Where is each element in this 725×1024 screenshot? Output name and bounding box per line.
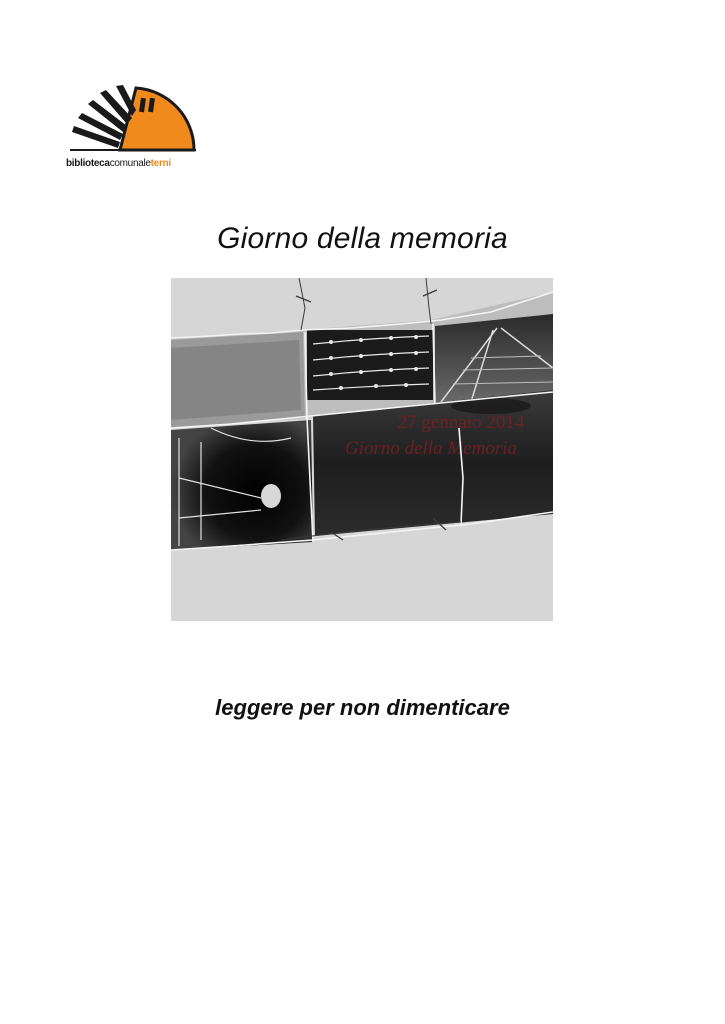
tagline: leggere per non dimenticare [215, 695, 510, 720]
document-title: Giorno della memoria [217, 222, 508, 255]
logo-wordmark [66, 158, 171, 170]
logo-word-terni: terni [150, 158, 171, 169]
logo-word-comunale: comunale [109, 158, 151, 169]
library-fan-icon [66, 82, 206, 158]
poster-image [171, 278, 553, 621]
poster-date-text: 27 gennaio 2014 [397, 412, 525, 433]
logo-word-biblioteca: biblioteca [66, 158, 110, 169]
biblioteca-logo [66, 82, 206, 174]
poster-caption-text: Giorno della Memoria [344, 438, 518, 459]
